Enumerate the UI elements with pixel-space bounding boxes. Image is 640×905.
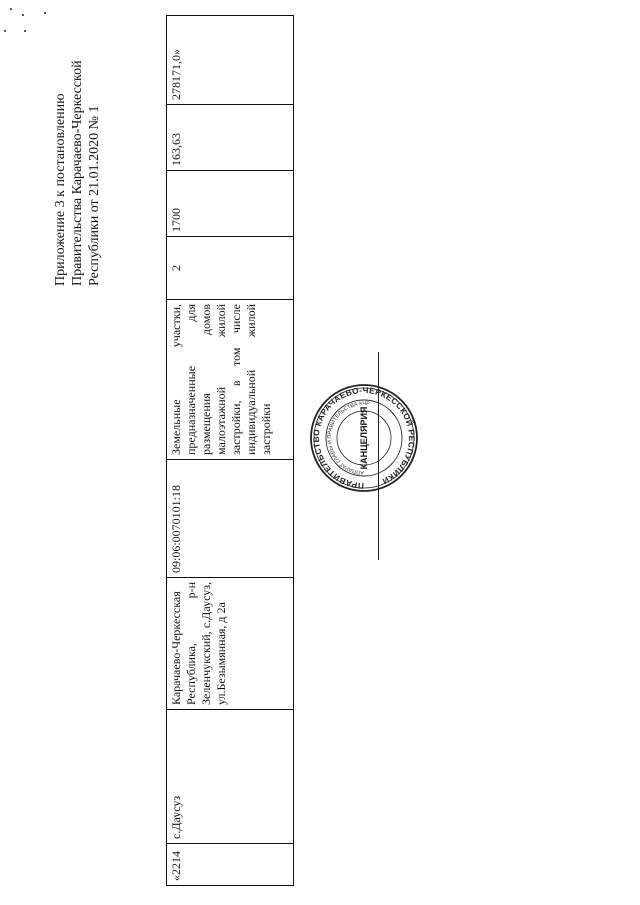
cell-locality: с.Даусуз [167, 710, 294, 844]
seal-outer-text: ПРАВИТЕЛЬСТВО КАРАЧАЕВО-ЧЕРКЕССКОЙ РЕСПУБЛИКИ [310, 384, 418, 492]
cell-address: Карачаево-Черкесская Республика, р-н Зеленчукский, с.Даусуз, ул.Безымянная, д 2а [167, 578, 294, 710]
scan-speck [10, 8, 12, 10]
scan-speck [4, 30, 6, 32]
official-seal [309, 383, 419, 493]
seal-inner-text: АППАРАТ ГЛАВЫ И ПРАВИТЕЛЬСТВА КЧР [326, 400, 371, 476]
scan-speck [44, 12, 46, 14]
cadastral-table [166, 16, 294, 886]
cell-cadastral-value: 278171,0» [167, 16, 294, 105]
table-row [167, 16, 294, 886]
cell-specific-value: 163,63 [167, 105, 294, 171]
scan-speck [24, 30, 26, 32]
cell-land-category: Земельные участки, предназначенные для размещения домов малоэтажной жилой застройки, в том числе индивидуальной жилой застройки [167, 300, 294, 460]
header-line-3: Республики от 21.01.2020 № 1 [87, 105, 102, 286]
header-line-2: Правительства Карачаево-Черкесской [70, 60, 85, 286]
table-grid [166, 15, 294, 886]
scan-speck [22, 14, 24, 16]
cell-number: «2214 [167, 844, 294, 886]
cell-cadastral-number: 09:06:0070101:18 [167, 460, 294, 578]
cell-area: 1700 [167, 171, 294, 237]
appendix-header [52, 46, 112, 286]
header-line-1: Приложение 3 к постановлению [53, 93, 68, 286]
seal-center-text: КАНЦЕЛЯРИЯ [359, 406, 369, 470]
cell-group: 2 [167, 237, 294, 300]
